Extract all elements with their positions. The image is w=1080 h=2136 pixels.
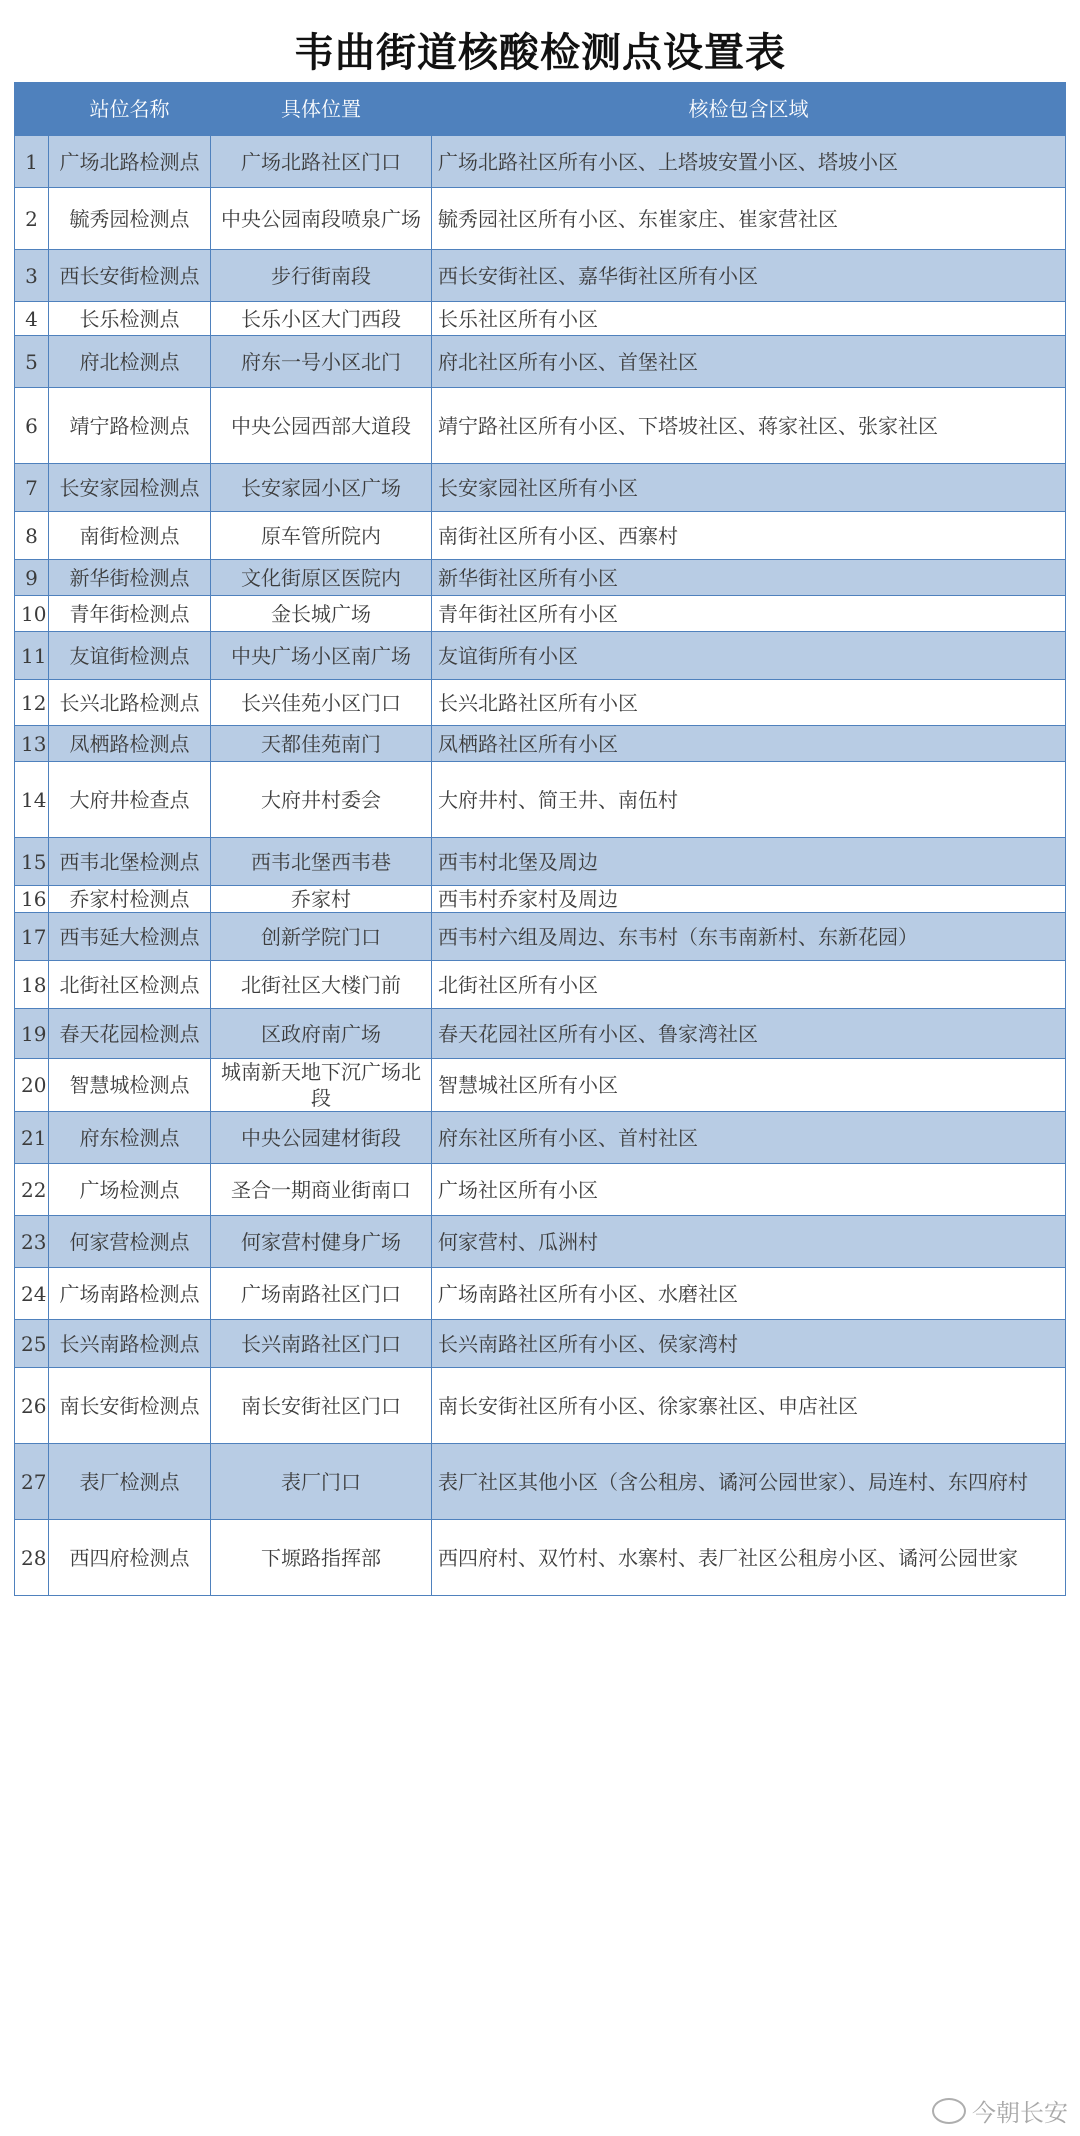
row-number: 5	[15, 336, 49, 388]
site-name-cell: 北街社区检测点	[49, 961, 211, 1009]
coverage-area-cell: 智慧城社区所有小区	[432, 1059, 1066, 1112]
site-name-cell: 广场检测点	[49, 1164, 211, 1216]
site-name-cell: 何家营检测点	[49, 1216, 211, 1268]
row-number: 25	[15, 1320, 49, 1368]
row-number: 15	[15, 838, 49, 886]
row-number: 28	[15, 1520, 49, 1596]
location-cell: 原车管所院内	[211, 512, 432, 560]
row-number: 18	[15, 961, 49, 1009]
site-name-cell: 长安家园检测点	[49, 464, 211, 512]
column-header-coverage-area: 核检包含区域	[432, 83, 1066, 136]
site-name-cell: 靖宁路检测点	[49, 388, 211, 464]
location-cell: 中央公园南段喷泉广场	[211, 188, 432, 250]
location-cell: 中央广场小区南广场	[211, 632, 432, 680]
coverage-area-cell: 新华街社区所有小区	[432, 560, 1066, 596]
location-cell: 长安家园小区广场	[211, 464, 432, 512]
table-row	[15, 250, 1066, 302]
coverage-area-cell: 长兴北路社区所有小区	[432, 680, 1066, 726]
site-name-cell: 大府井检查点	[49, 762, 211, 838]
table-row	[15, 1368, 1066, 1444]
site-name-cell: 南长安街检测点	[49, 1368, 211, 1444]
location-cell: 圣合一期商业街南口	[211, 1164, 432, 1216]
site-name-cell: 西四府检测点	[49, 1520, 211, 1596]
coverage-area-cell: 府北社区所有小区、首堡社区	[432, 336, 1066, 388]
table-row	[15, 961, 1066, 1009]
location-cell: 城南新天地下沉广场北段	[211, 1059, 432, 1112]
column-header-site-name: 站位名称	[49, 83, 211, 136]
row-number: 13	[15, 726, 49, 762]
location-cell: 步行街南段	[211, 250, 432, 302]
row-number: 17	[15, 913, 49, 961]
row-number: 10	[15, 596, 49, 632]
row-number: 9	[15, 560, 49, 596]
coverage-area-cell: 何家营村、瓜洲村	[432, 1216, 1066, 1268]
coverage-area-cell: 南街社区所有小区、西寨村	[432, 512, 1066, 560]
coverage-area-cell: 广场北路社区所有小区、上塔坡安置小区、塔坡小区	[432, 136, 1066, 188]
table-row	[15, 1216, 1066, 1268]
location-cell: 北街社区大楼门前	[211, 961, 432, 1009]
coverage-area-cell: 凤栖路社区所有小区	[432, 726, 1066, 762]
location-cell: 长兴南路社区门口	[211, 1320, 432, 1368]
table-row	[15, 136, 1066, 188]
coverage-area-cell: 北街社区所有小区	[432, 961, 1066, 1009]
table-row	[15, 1320, 1066, 1368]
site-name-cell: 西长安街检测点	[49, 250, 211, 302]
row-number: 12	[15, 680, 49, 726]
table-row	[15, 762, 1066, 838]
column-header-number	[15, 83, 49, 136]
coverage-area-cell: 表厂社区其他小区（含公租房、谲河公园世家）、局连村、东四府村	[432, 1444, 1066, 1520]
row-number: 24	[15, 1268, 49, 1320]
coverage-area-cell: 长乐社区所有小区	[432, 302, 1066, 336]
location-cell: 长乐小区大门西段	[211, 302, 432, 336]
watermark	[932, 2093, 1068, 2128]
test-site-table	[14, 82, 1066, 1596]
coverage-area-cell: 青年街社区所有小区	[432, 596, 1066, 632]
table-row	[15, 1268, 1066, 1320]
row-number: 19	[15, 1009, 49, 1059]
coverage-area-cell: 长兴南路社区所有小区、侯家湾村	[432, 1320, 1066, 1368]
row-number: 27	[15, 1444, 49, 1520]
coverage-area-cell: 靖宁路社区所有小区、下塔坡社区、蒋家社区、张家社区	[432, 388, 1066, 464]
location-cell: 区政府南广场	[211, 1009, 432, 1059]
site-name-cell: 毓秀园检测点	[49, 188, 211, 250]
coverage-area-cell: 西韦村六组及周边、东韦村（东韦南新村、东新花园）	[432, 913, 1066, 961]
site-name-cell: 友谊街检测点	[49, 632, 211, 680]
table-row	[15, 512, 1066, 560]
location-cell: 中央公园建材街段	[211, 1112, 432, 1164]
coverage-area-cell: 南长安街社区所有小区、徐家寨社区、申店社区	[432, 1368, 1066, 1444]
row-number: 3	[15, 250, 49, 302]
location-cell: 广场南路社区门口	[211, 1268, 432, 1320]
coverage-area-cell: 西韦村北堡及周边	[432, 838, 1066, 886]
row-number: 4	[15, 302, 49, 336]
site-name-cell: 乔家村检测点	[49, 886, 211, 913]
site-name-cell: 春天花园检测点	[49, 1009, 211, 1059]
location-cell: 表厂门口	[211, 1444, 432, 1520]
site-name-cell: 西韦北堡检测点	[49, 838, 211, 886]
coverage-area-cell: 西长安街社区、嘉华街社区所有小区	[432, 250, 1066, 302]
table-row	[15, 596, 1066, 632]
table-row	[15, 913, 1066, 961]
location-cell: 文化街原区医院内	[211, 560, 432, 596]
table-row	[15, 464, 1066, 512]
site-name-cell: 新华街检测点	[49, 560, 211, 596]
page-title: 韦曲街道核酸检测点设置表	[294, 30, 786, 76]
location-cell: 天都佳苑南门	[211, 726, 432, 762]
coverage-area-cell: 毓秀园社区所有小区、东崔家庄、崔家营社区	[432, 188, 1066, 250]
site-name-cell: 凤栖路检测点	[49, 726, 211, 762]
table-row	[15, 1164, 1066, 1216]
coverage-area-cell: 大府井村、简王井、南伍村	[432, 762, 1066, 838]
site-name-cell: 长兴北路检测点	[49, 680, 211, 726]
site-name-cell: 长乐检测点	[49, 302, 211, 336]
coverage-area-cell: 广场社区所有小区	[432, 1164, 1066, 1216]
row-number: 26	[15, 1368, 49, 1444]
table-row	[15, 838, 1066, 886]
coverage-area-cell: 长安家园社区所有小区	[432, 464, 1066, 512]
location-cell: 府东一号小区北门	[211, 336, 432, 388]
row-number: 8	[15, 512, 49, 560]
site-name-cell: 表厂检测点	[49, 1444, 211, 1520]
coverage-area-cell: 广场南路社区所有小区、水磨社区	[432, 1268, 1066, 1320]
row-number: 14	[15, 762, 49, 838]
row-number: 21	[15, 1112, 49, 1164]
table-row	[15, 1444, 1066, 1520]
site-name-cell: 广场北路检测点	[49, 136, 211, 188]
row-number: 22	[15, 1164, 49, 1216]
table-row	[15, 1059, 1066, 1112]
location-cell: 南长安街社区门口	[211, 1368, 432, 1444]
table-row	[15, 336, 1066, 388]
row-number: 11	[15, 632, 49, 680]
location-cell: 创新学院门口	[211, 913, 432, 961]
site-name-cell: 青年街检测点	[49, 596, 211, 632]
watermark-text: 今朝长安	[972, 2099, 1068, 2127]
site-name-cell: 南街检测点	[49, 512, 211, 560]
table-row	[15, 726, 1066, 762]
row-number: 23	[15, 1216, 49, 1268]
site-name-cell: 长兴南路检测点	[49, 1320, 211, 1368]
location-cell: 乔家村	[211, 886, 432, 913]
row-number: 6	[15, 388, 49, 464]
site-name-cell: 府东检测点	[49, 1112, 211, 1164]
coverage-area-cell: 春天花园社区所有小区、鲁家湾社区	[432, 1009, 1066, 1059]
table-header-row	[15, 83, 1066, 136]
location-cell: 长兴佳苑小区门口	[211, 680, 432, 726]
row-number: 1	[15, 136, 49, 188]
table-row	[15, 1520, 1066, 1596]
location-cell: 下塬路指挥部	[211, 1520, 432, 1596]
coverage-area-cell: 府东社区所有小区、首村社区	[432, 1112, 1066, 1164]
coverage-area-cell: 西四府村、双竹村、水寨村、表厂社区公租房小区、谲河公园世家	[432, 1520, 1066, 1596]
row-number: 7	[15, 464, 49, 512]
column-header-location: 具体位置	[211, 83, 432, 136]
location-cell: 中央公园西部大道段	[211, 388, 432, 464]
table-row	[15, 886, 1066, 913]
table-row	[15, 1112, 1066, 1164]
table-row	[15, 302, 1066, 336]
row-number: 16	[15, 886, 49, 913]
table-body	[15, 136, 1066, 1596]
location-cell: 金长城广场	[211, 596, 432, 632]
row-number: 2	[15, 188, 49, 250]
row-number: 20	[15, 1059, 49, 1112]
wechat-icon	[932, 2098, 966, 2124]
location-cell: 广场北路社区门口	[211, 136, 432, 188]
site-name-cell: 府北检测点	[49, 336, 211, 388]
table-row	[15, 388, 1066, 464]
site-name-cell: 智慧城检测点	[49, 1059, 211, 1112]
coverage-area-cell: 友谊街所有小区	[432, 632, 1066, 680]
table-row	[15, 1009, 1066, 1059]
site-name-cell: 广场南路检测点	[49, 1268, 211, 1320]
table-row	[15, 560, 1066, 596]
location-cell: 西韦北堡西韦巷	[211, 838, 432, 886]
table-row	[15, 680, 1066, 726]
location-cell: 大府井村委会	[211, 762, 432, 838]
table-row	[15, 632, 1066, 680]
coverage-area-cell: 西韦村乔家村及周边	[432, 886, 1066, 913]
location-cell: 何家营村健身广场	[211, 1216, 432, 1268]
site-name-cell: 西韦延大检测点	[49, 913, 211, 961]
table-row	[15, 188, 1066, 250]
